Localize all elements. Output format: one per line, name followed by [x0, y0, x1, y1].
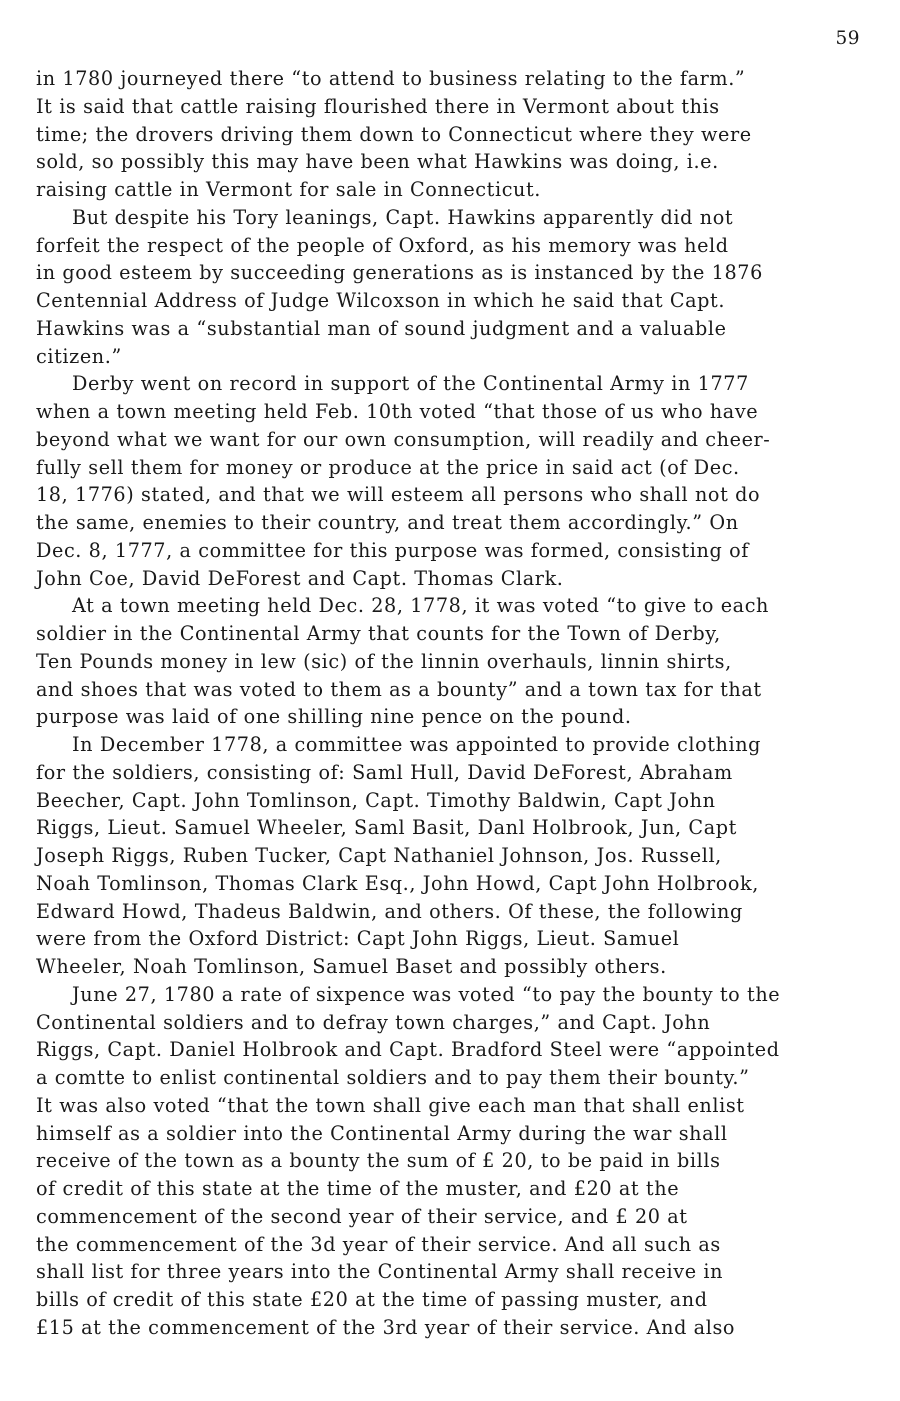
text-line: the same, enemies to their country, and treat them accordingly.” On [36, 511, 739, 534]
text-line: in good esteem by succeeding generations as is instanced by the 1876 [36, 261, 763, 285]
body-text [36, 65, 881, 1342]
text-line: purpose was laid of one shilling nine pence on the pound. [36, 705, 632, 729]
text-line: himself as a soldier into the Continental Army during the war shall [36, 1121, 728, 1145]
text-line: £15 at the commencement of the 3rd year of their service. And also [36, 1315, 736, 1339]
text-line: Riggs, Capt. Daniel Holbrook and Capt. Bradford Steel were “appointed [36, 1038, 780, 1062]
text-line: Riggs, Lieut. Samuel Wheeler, Saml Basit, Danl Holbrook, Jun, Capt [36, 816, 737, 840]
text-line: raising cattle in Vermont for sale in Connecticut. [36, 178, 542, 201]
text-line: receive of the town as a bounty the sum of £ 20, to be paid in bills [36, 1149, 721, 1173]
text-line: were from the Oxford District: Capt John Riggs, Lieut. Samuel [36, 927, 680, 951]
text-line: In December 1778, a committee was appointed to provide clothing [72, 733, 762, 756]
text-line: June 27, 1780 a rate of sixpence was voted “to pay the bounty to the [72, 982, 781, 1006]
text-line: bills of credit of this state £20 at the time of passing muster, and [36, 1288, 708, 1311]
text-line: Beecher, Capt. John Tomlinson, Capt. Timothy Baldwin, Capt John [36, 788, 716, 812]
text-line: for the soldiers, consisting of: Saml Hull, David DeForest, Abraham [36, 760, 733, 784]
text-line: John Coe, David DeForest and Capt. Thomas Clark. [36, 566, 564, 590]
text-line: citizen.” [36, 344, 122, 368]
text-line: Wheeler, Noah Tomlinson, Samuel Baset and possibly others. [36, 955, 667, 978]
text-line: Hawkins was a “substantial man of sound judgment and a valuable [36, 316, 727, 340]
text-line: of credit of this state at the time of the muster, and £20 at the [36, 1177, 680, 1200]
text-line: It is said that cattle raising flourished there in Vermont about this [36, 94, 720, 118]
text-line: Ten Pounds money in lew (sic) of the linnin overhauls, linnin shirts, [36, 649, 732, 673]
text-line: Dec. 8, 1777, a committee for this purpose was formed, consisting of [36, 538, 749, 562]
text-line: the commencement of the 3d year of their service. And all such as [36, 1232, 721, 1256]
text-line: a comtte to enlist continental soldiers and to pay them their bounty.” [36, 1066, 750, 1089]
text-line: soldier in the Continental Army that counts for the Town of Derby, [36, 622, 721, 645]
text-line: when a town meeting held Feb. 10th voted “that those of us who have [36, 400, 759, 423]
text-line: shall list for three years into the Continental Army shall receive in [36, 1260, 724, 1284]
text-line: 18, 1776) stated, and that we will esteem all persons who shall not do [36, 483, 761, 507]
page-number: 59 [835, 28, 860, 49]
text-line: Edward Howd, Thadeus Baldwin, and others. Of these, the following [36, 899, 743, 923]
text-line: forfeit the respect of the people of Oxford, as his memory was held [36, 233, 729, 257]
text-line: Noah Tomlinson, Thomas Clark Esq., John Howd, Capt John Holbrook, [36, 871, 759, 895]
text-line: beyond what we want for our own consumption, will readily and cheer- [36, 427, 771, 451]
text-line: sold, so possibly this may have been what Hawkins was doing, i.e. [36, 150, 719, 174]
text-line: Continental soldiers and to defray town charges,” and Capt. John [36, 1010, 711, 1034]
text-line: But despite his Tory leanings, Capt. Hawkins apparently did not [72, 205, 734, 229]
text-line: commencement of the second year of their service, and £ 20 at [36, 1204, 688, 1228]
text-line: Derby went on record in support of the Continental Army in 1777 [72, 372, 749, 396]
text-line: in 1780 journeyed there “to attend to business relating to the farm.” [36, 67, 746, 90]
text-line: and shoes that was voted to them as a bounty” and a town tax for that [36, 677, 762, 701]
text-line: time; the drovers driving them down to Connecticut where they were [36, 122, 752, 146]
text-line: Joseph Riggs, Ruben Tucker, Capt Nathaniel Johnson, Jos. Russell, [36, 844, 722, 867]
text-line: Centennial Address of Judge Wilcoxson in which he said that Capt. [36, 289, 726, 312]
text-line: It was also voted “that the town shall give each man that shall enlist [36, 1093, 745, 1117]
text-line: At a town meeting held Dec. 28, 1778, it was voted “to give to each [72, 594, 769, 618]
text-line: fully sell them for money or produce at the price in said act (of Dec. [36, 455, 740, 479]
